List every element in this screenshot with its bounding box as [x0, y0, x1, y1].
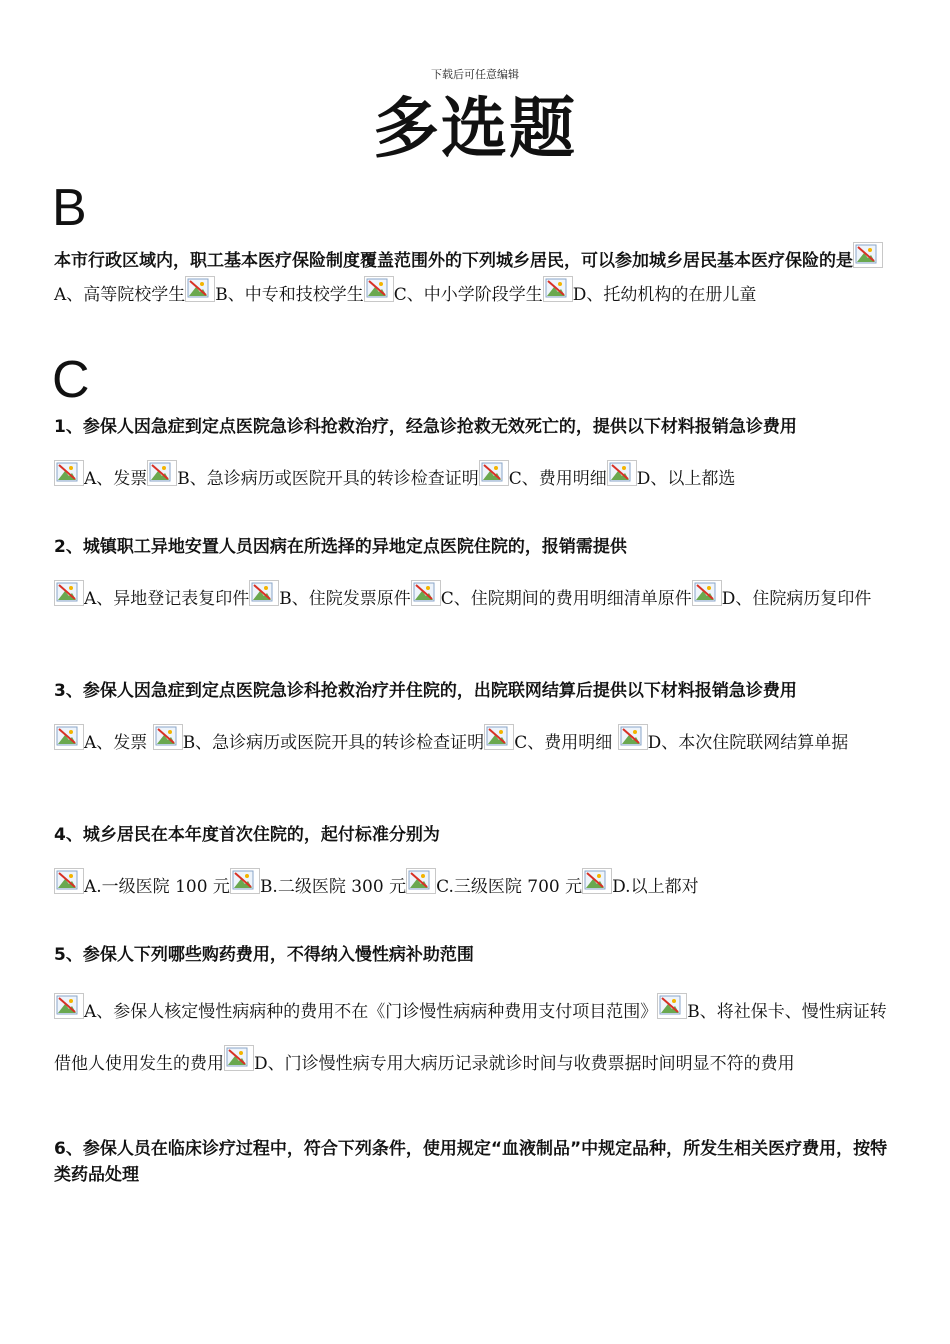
option-a: A.一级医院 100 元 [84, 877, 230, 897]
section-letter-b: B [52, 179, 87, 237]
broken-image-icon [153, 724, 183, 750]
option-b: B、将社保卡、慢性病证转借他人使用发生的费用 [54, 1002, 887, 1074]
option-d: D、本次住院联网结算单据 [647, 733, 849, 753]
broken-image-icon [364, 276, 394, 302]
question-1: 1、参保人因急症到定点医院急诊科抢救治疗，经急诊抢救无效死亡的，提供以下材料报销急诊费用 [54, 417, 797, 437]
options-4 [54, 866, 896, 909]
option-d: D.以上都对 [612, 877, 699, 897]
option-a: A、异地登记表复印件 [84, 589, 250, 609]
option-b: B、中专和技校学生 [215, 285, 364, 305]
options-3 [54, 722, 896, 765]
broken-image-icon [54, 868, 84, 894]
header-note: 下载后可任意编辑 [431, 68, 519, 81]
options-2 [54, 578, 896, 621]
option-d: D、托幼机构的在册儿童 [572, 285, 757, 305]
broken-image-icon [230, 868, 260, 894]
broken-image-icon [54, 580, 84, 606]
broken-image-icon [224, 1045, 254, 1071]
section-letter-c: C [52, 351, 90, 409]
question-4: 4、城乡居民在本年度首次住院的，起付标准分别为 [54, 825, 440, 845]
question-5: 5、参保人下列哪些购药费用，不得纳入慢性病补助范围 [54, 945, 474, 965]
broken-image-icon [543, 276, 573, 302]
options-5 [54, 986, 896, 1090]
option-d: D、以上都选 [636, 469, 736, 489]
option-d: D、住院病历复印件 [721, 589, 872, 609]
broken-image-icon [249, 580, 279, 606]
option-b: B、急诊病历或医院开具的转诊检查证明 [177, 469, 479, 489]
broken-image-icon [853, 242, 883, 268]
question-2: 2、城镇职工异地安置人员因病在所选择的异地定点医院住院的，报销需提供 [54, 537, 627, 557]
question-6: 6、参保人员在临床诊疗过程中，符合下列条件，使用规定“血液制品”中规定品种，所发生相关医疗费用，按特类药品处理 [54, 1139, 888, 1185]
page-title: 多选题 [373, 89, 577, 167]
option-a: A、参保人核定慢性病病种的费用不在《门诊慢性病病种费用支付项目范围》 [84, 1002, 658, 1022]
options-1 [54, 458, 896, 501]
option-b: B、住院发票原件 [279, 589, 411, 609]
broken-image-icon [54, 724, 84, 750]
broken-image-icon [54, 993, 84, 1019]
question-3: 3、参保人因急症到定点医院急诊科抢救治疗并住院的，出院联网结算后提供以下材料报销急诊费用 [54, 681, 797, 701]
option-c: C、费用明细 [514, 733, 618, 753]
broken-image-icon [484, 724, 514, 750]
option-a: A、发票 [84, 733, 153, 753]
broken-image-icon [54, 460, 84, 486]
option-b: B.二级医院 300 元 [259, 877, 407, 897]
question-b [54, 242, 896, 310]
option-b: B、急诊病历或医院开具的转诊检查证明 [182, 733, 485, 753]
broken-image-icon [692, 580, 722, 606]
broken-image-icon [479, 460, 509, 486]
option-c: C、住院期间的费用明细清单原件 [440, 589, 692, 609]
option-c: C.三级医院 700 元 [436, 877, 583, 897]
question-text: 本市行政区域内，职工基本医疗保险制度覆盖范围外的下列城乡居民，可以参加城乡居民基本医疗保险的是 [54, 251, 853, 271]
broken-image-icon [607, 460, 637, 486]
option-a: A、高等院校学生 [54, 285, 186, 305]
broken-image-icon [411, 580, 441, 606]
option-c: C、费用明细 [508, 469, 607, 489]
broken-image-icon [582, 868, 612, 894]
broken-image-icon [147, 460, 177, 486]
option-d: D、门诊慢性病专用大病历记录就诊时间与收费票据时间明显不符的费用 [254, 1054, 795, 1074]
broken-image-icon [185, 276, 215, 302]
broken-image-icon [657, 993, 687, 1019]
broken-image-icon [618, 724, 648, 750]
option-c: C、中小学阶段学生 [393, 285, 543, 305]
option-a: A、发票 [84, 469, 148, 489]
broken-image-icon [406, 868, 436, 894]
